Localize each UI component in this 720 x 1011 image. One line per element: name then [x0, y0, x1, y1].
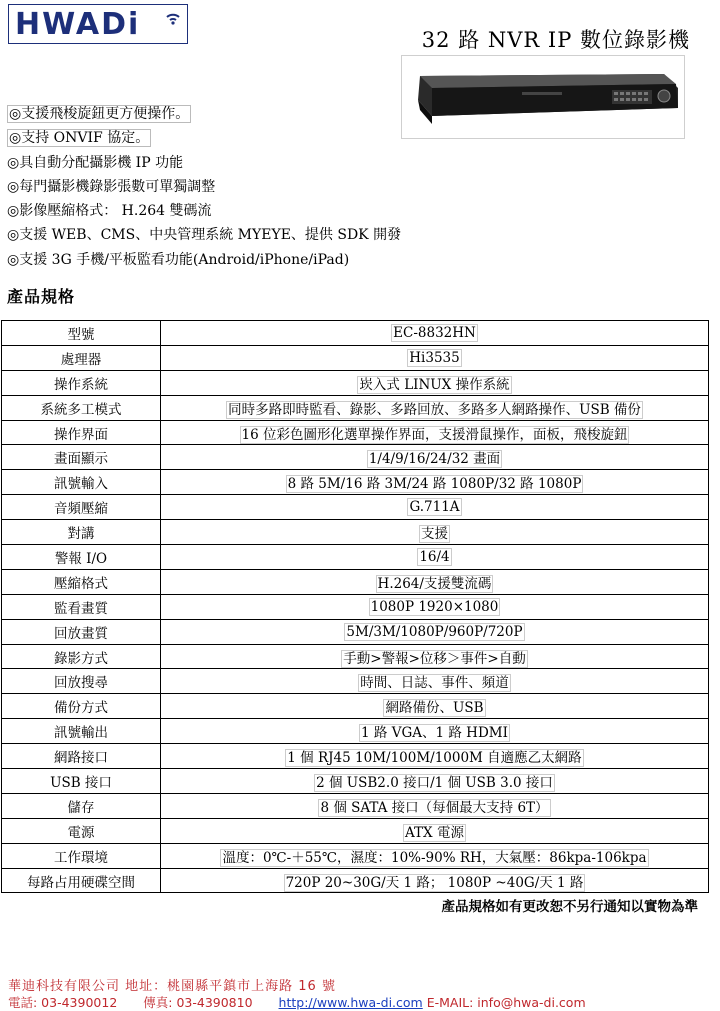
feature-item: ◎支援 WEB、CMS、中央管理系統 MYEYE、提供 SDK 開發 — [7, 227, 402, 244]
table-row — [2, 545, 709, 570]
spec-value: ATX 電源 — [161, 818, 709, 843]
spec-value: 崁入式 LINUX 操作系統 — [161, 370, 709, 395]
table-row — [2, 520, 709, 545]
spec-table — [1, 320, 709, 893]
product-photo — [401, 55, 685, 139]
spec-value: 16 位彩色圖形化選單操作界面，支援滑鼠操作，面板，飛梭旋鈕 — [161, 420, 709, 445]
disclaimer-note: 產品規格如有更改恕不另行通知以實物為準 — [441, 899, 698, 915]
spec-key: 系統多工模式 — [2, 395, 161, 420]
spec-value: 8 路 5M/16 路 3M/24 路 1080P/32 路 1080P — [161, 470, 709, 495]
website-link[interactable]: http://www.hwa-di.com — [278, 995, 423, 1010]
spec-value: 1 路 VGA、1 路 HDMI — [161, 719, 709, 744]
table-row — [2, 793, 709, 818]
spec-key: 監看畫質 — [2, 594, 161, 619]
table-row — [2, 569, 709, 594]
spec-value: 溫度：0℃-＋55℃，濕度：10%-90% RH，大氣壓：86kpa-106kpa — [161, 843, 709, 868]
table-row — [2, 843, 709, 868]
table-row — [2, 594, 709, 619]
wifi-wave-icon — [165, 11, 181, 27]
feature-item: ◎具自動分配攝影機 IP 功能 — [7, 154, 184, 171]
spec-key: 處理器 — [2, 345, 161, 370]
table-row — [2, 395, 709, 420]
spec-key: 警報 I/O — [2, 545, 161, 570]
table-row — [2, 321, 709, 346]
spec-value: 8 個 SATA 接口（每個最大支持 6T） — [161, 793, 709, 818]
email-address[interactable]: E-MAIL: info@hwa-di.com — [426, 995, 586, 1010]
spec-key: 畫面顯示 — [2, 445, 161, 470]
company-logo — [8, 4, 188, 44]
table-row — [2, 445, 709, 470]
spec-value: 1 個 RJ45 10M/100M/1000M 自適應乙太網路 — [161, 744, 709, 769]
spec-key: USB 接口 — [2, 769, 161, 794]
table-row — [2, 744, 709, 769]
spec-value: 1/4/9/16/24/32 畫面 — [161, 445, 709, 470]
spec-key: 電源 — [2, 818, 161, 843]
spec-key: 回放畫質 — [2, 619, 161, 644]
spec-value: 支援 — [161, 520, 709, 545]
spec-value: Hi3535 — [161, 345, 709, 370]
spec-key: 訊號輸出 — [2, 719, 161, 744]
spec-heading: 產品規格 — [7, 287, 76, 306]
contact-line — [8, 993, 586, 1011]
company-address: 華迪科技有限公司 地址：桃園縣平鎮市上海路 16 號 — [8, 979, 336, 994]
spec-value: 16/4 — [161, 545, 709, 570]
feature-list — [7, 102, 402, 272]
spec-key: 回放搜尋 — [2, 669, 161, 694]
spec-key: 操作系統 — [2, 370, 161, 395]
spec-value: G.711A — [161, 495, 709, 520]
spec-key: 儲存 — [2, 793, 161, 818]
table-row — [2, 669, 709, 694]
spec-key: 壓縮格式 — [2, 569, 161, 594]
table-row — [2, 818, 709, 843]
feature-item: ◎支援 3G 手機/平板監看功能(Android/iPhone/iPad) — [7, 251, 350, 268]
table-row — [2, 619, 709, 644]
table-row — [2, 470, 709, 495]
feature-item: ◎支持 ONVIF 協定。 — [9, 130, 150, 147]
spec-value: EC-8832HN — [161, 321, 709, 346]
spec-key: 備份方式 — [2, 694, 161, 719]
fax-number: 傳真: 03-4390810 — [143, 995, 253, 1010]
product-title: 32 路 NVR IP 數位錄影機 — [421, 28, 690, 52]
table-row — [2, 345, 709, 370]
phone-number: 電話: 03-4390012 — [8, 995, 118, 1010]
table-row — [2, 495, 709, 520]
spec-key: 訊號輸入 — [2, 470, 161, 495]
spec-value: 同時多路即時監看、錄影、多路回放、多路多人網路操作、USB 備份 — [161, 395, 709, 420]
feature-item: ◎每門攝影機錄影張數可單獨調整 — [7, 178, 216, 195]
table-row — [2, 769, 709, 794]
spec-value: 5M/3M/1080P/960P/720P — [161, 619, 709, 644]
spec-key: 對講 — [2, 520, 161, 545]
feature-item: ◎影像壓縮格式： H.264 雙碼流 — [7, 203, 212, 220]
spec-value: 手動>警報>位移＞事件>自動 — [161, 644, 709, 669]
spec-key: 操作界面 — [2, 420, 161, 445]
spec-key: 音頻壓縮 — [2, 495, 161, 520]
table-row — [2, 420, 709, 445]
spec-value: 時間、日誌、事件、頻道 — [161, 669, 709, 694]
spec-key: 每路占用硬碟空間 — [2, 868, 161, 893]
table-row — [2, 370, 709, 395]
feature-item: ◎支援飛梭旋鈕更方便操作。 — [9, 106, 190, 122]
table-row — [2, 644, 709, 669]
logo-text: HWADi — [15, 6, 141, 42]
spec-key: 型號 — [2, 321, 161, 346]
table-row — [2, 694, 709, 719]
nvr-device-image — [402, 56, 684, 138]
spec-value: 720P 20~30G/天 1 路； 1080P ~40G/天 1 路 — [161, 868, 709, 893]
spec-key: 工作環境 — [2, 843, 161, 868]
spec-value: 2 個 USB2.0 接口/1 個 USB 3.0 接口 — [161, 769, 709, 794]
table-row — [2, 868, 709, 893]
table-row — [2, 719, 709, 744]
spec-value: 1080P 1920×1080 — [161, 594, 709, 619]
spec-value: H.264/支援雙流碼 — [161, 569, 709, 594]
spec-value: 網路備份、USB — [161, 694, 709, 719]
spec-key: 錄影方式 — [2, 644, 161, 669]
spec-key: 網路接口 — [2, 744, 161, 769]
